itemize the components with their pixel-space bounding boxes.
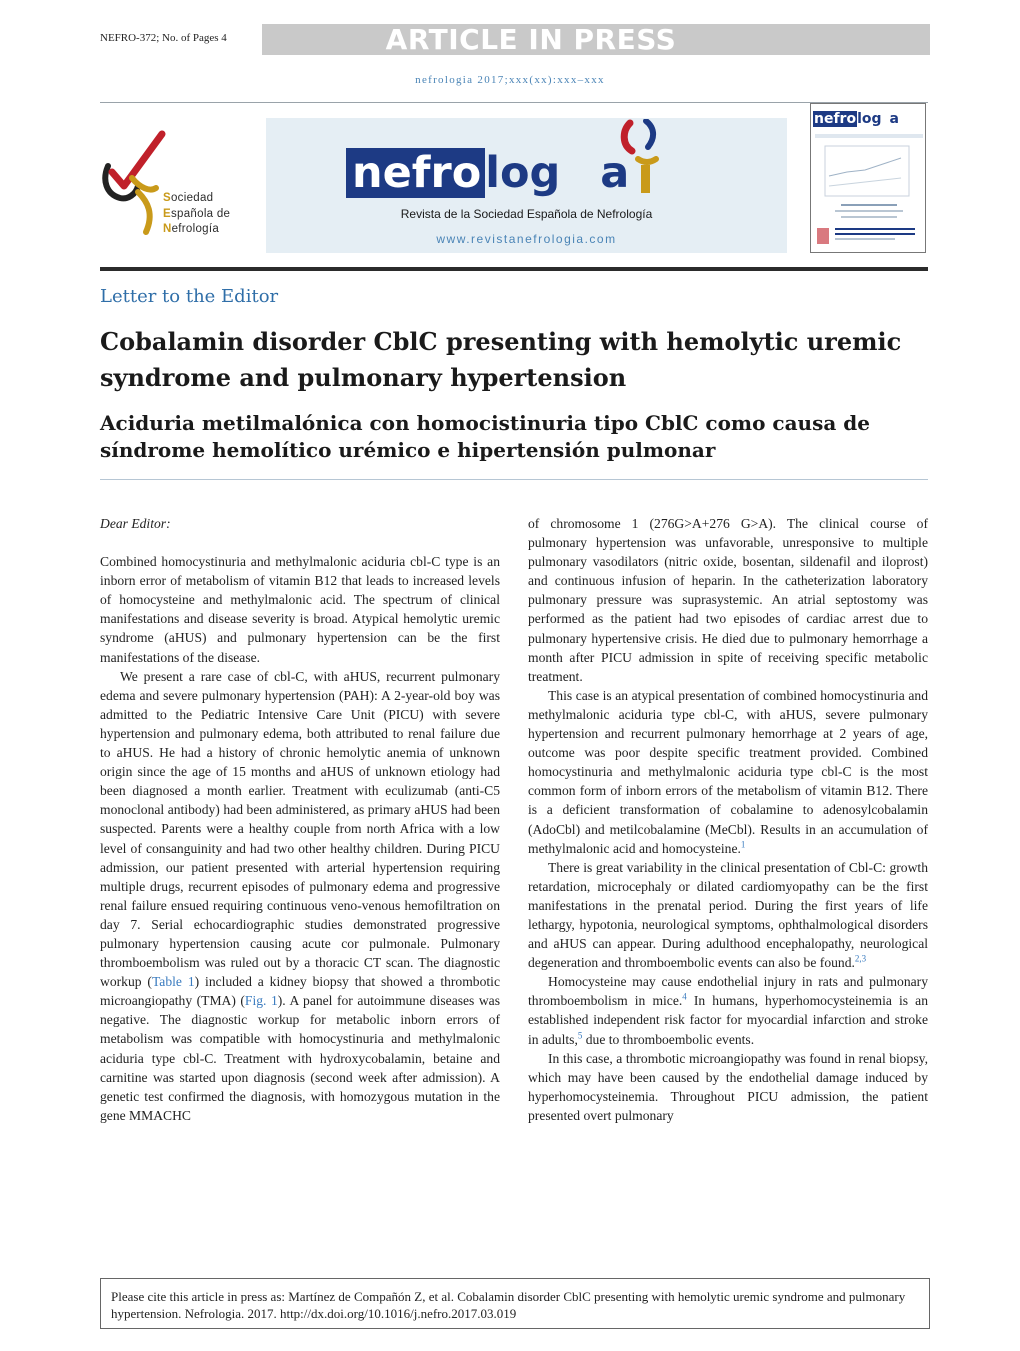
article-in-press-banner: [262, 24, 930, 55]
journal-logo-kidney-icon: [620, 119, 668, 195]
paragraph-3: [528, 686, 928, 858]
reference-5-link[interactable]: 5: [577, 1030, 583, 1040]
journal-cover-thumbnail: [810, 103, 926, 253]
paragraph-2-continued: of chromosome 1 (276G>A+276 G>A). The clinical course of pulmonary hypertension was unfavorable, unresponsive to multiple pulmonary vasodilators (nitric oxide, bosentan, sildenafil and iloprost) and continuous infusion of heparin. In the catheterization laboratory pulmonary pressure was suprasystemic. An atrial septostomy was performed as the patient had two episodes of cardiac arrest due to pulmonary hypertensive crisis. He died due to pulmonary hemorrhage a month after PICU admission in spite of receiving specific metabolic treatment.: [528, 516, 928, 684]
cover-figure-icon: [811, 132, 926, 252]
society-word-2: spañola de: [170, 207, 231, 220]
salutation: Dear Editor:: [100, 516, 171, 531]
society-word-3: efrología: [171, 223, 220, 235]
society-initial-n: N: [163, 223, 172, 235]
reference-1-link[interactable]: 1: [740, 839, 746, 850]
cover-logo-boxed: nefro: [814, 111, 857, 127]
paragraph-4: [528, 858, 928, 973]
article-section-label: Letter to the Editor: [100, 286, 279, 307]
society-name: [163, 191, 230, 238]
journal-citation-line: nefrologia 2017;xxx(xx):xxx–xxx: [415, 74, 605, 86]
table-1-link[interactable]: Table 1: [151, 974, 195, 990]
reference-4-link[interactable]: 4: [682, 991, 687, 1002]
paragraph-5-text-b: In humans, hyperhomocysteinemia is an established independent risk factor for myocardial infarction and stroke in adults,: [528, 993, 928, 1047]
journal-subtitle: Revista de la Sociedad Española de Nefrología: [400, 207, 653, 221]
citation-box: Please cite this article in press as: Martínez de Compañón Z, et al. Cobalamin disorder CblC presenting with hemolytic uremic syndrome and pulmonary hypertension. Nefrologia. 2017. http://dx.doi.org/10.1016/j.nefro.2017.03.019: [100, 1278, 930, 1329]
reference-2-3-link[interactable]: 2,3: [854, 953, 867, 964]
article-title-english: Cobalamin disorder CblC presenting with hemolytic uremic syndrome and pulmonary hypertension: [100, 327, 902, 392]
masthead-divider: [100, 267, 928, 271]
cover-logo-rest: log: [857, 111, 882, 127]
paragraph-5: [528, 972, 928, 1048]
journal-url-link[interactable]: www.revistanefrologia.com: [436, 232, 617, 246]
paragraph-1: Combined homocystinuria and methylmalonic aciduria cbl-C type is an inborn error of metabolism of vitamin B12 that leads to increased levels of homocysteine and methylmalonic acid. The spectrum of clinical manifestations and disease severity is broad. Atypical hemolytic uremic syndrome (aHUS) and pulmonary hypertension can be the first manifestations of the disease.: [100, 554, 500, 665]
society-initial-e: E: [163, 207, 171, 220]
journal-logo-end: a: [600, 148, 630, 198]
title-divider: [100, 479, 928, 480]
paragraph-2-text-b: ) included a kidney biopsy that showed a thrombotic microangiopathy (TMA) (: [100, 974, 500, 1009]
journal-logo: [346, 148, 629, 200]
journal-logo-rest: log: [485, 148, 561, 198]
journal-logo-boxed: nefro: [346, 148, 485, 198]
body-column-left: [100, 514, 500, 1125]
society-word-1: ociedad: [170, 192, 214, 204]
paragraph-6: In this case, a thrombotic microangiopathy was found in renal biopsy, which may have been caused by the endothelial damage induced by hyperhomocysteinemia. Throughout PICU admission, the patient presented overt pulmonary: [528, 1050, 928, 1123]
body-column-right: [528, 514, 928, 1125]
paragraph-2: [100, 667, 500, 1125]
paragraph-5-text-c: due to thromboembolic events.: [582, 1031, 755, 1047]
cover-logo-end: a: [889, 111, 899, 127]
society-initial-s: S: [163, 192, 171, 204]
paragraph-2-text-a: We present a rare case of cbl-C, with aHUS, recurrent pulmonary edema and severe pulmonary hypertension (PAH): A 2-year-old boy was admitted to the Pediatric Intensive Care Unit (PICU) with severe hypertension and pulmonary edema, both attributed to renal failure due to aHUS. He had a history of chronic hemolytic anemia of unknown origin since the age of 15 months and aHUS of unknown etiology had been diagnosed a month earlier. Treatment with eculizumab (anti-C5 monoclonal antibody) had been administered, as primary aHUS had been suspected. Parents were a healthy couple from north Africa with a low level of consanguinity and had two other healthy children. During PICU admission, our patient presented with arterial hypertension requiring multiple drugs, recurrent episodes of pulmonary edema and progressive renal failure ensued requiring continuous veno-venous hemofiltration on day 7. Serial echocardiographic studies demonstrated progressive pulmonary hypertension causing acute cor pulmonale. Pulmonary thromboembolism was ruled out by a thoracic CT scan. The diagnostic workup (: [100, 668, 500, 990]
header-divider: [100, 102, 928, 103]
cover-logo: [813, 112, 899, 126]
article-title-spanish: Aciduria metilmalónica con homocistinuria tipo CblC como causa de síndrome hemolítico urémico e hipertensión pulmonar: [100, 411, 870, 462]
figure-1-link[interactable]: Fig. 1: [244, 993, 278, 1009]
paragraph-2-text-c: ). A panel for autoimmune diseases was negative. The diagnostic workup for metabolic inborn errors of metabolism was compatible with homocystinuria and methylmalonic aciduria type cbl-C. Treatment with hydroxycobalamin, betaine and carnitine was started upon diagnosis (second week after admission). A genetic test confirmed the diagnosis, with homozygous mutation in the gene MMACHC: [100, 993, 500, 1123]
article-in-press-text: ARTICLE IN PRESS: [385, 23, 677, 56]
paragraph-5-text-a: Homocysteine may cause endothelial injury in rats and pulmonary thromboembolism in mice.: [528, 974, 928, 1009]
paragraph-3-text: This case is an atypical presentation of combined homocystinuria and methylmalonic aciduria type cbl-C, with aHUS, severe pulmonary hypertension and recurrent pulmonary hemorrhage at 2 years of age, outcome was poor despite specific treatment provided. Combined homocystinuria and methylmalonic aciduria type cbl-C is the most common form of inborn errors of the metabolism of vitamin B12. There is a deficient transformation of cobalamine to adenosylcobalamin (AdoCbl) and metilcobalamine (MeCbl). Results in an accumulation of methylmalonic acid and homocysteine.: [528, 687, 928, 856]
manuscript-info: NEFRO-372; No. of Pages 4: [100, 32, 227, 44]
paragraph-4-text: There is great variability in the clinical presentation of Cbl-C: growth retardation, microcephaly or dilated cardiomyopathy can be the first manifestations in the prenatal period. During the first years of life lethargy, hypotonia, neurological symptoms, ophthalmological disorders and aHUS can appear. During adulthood encephalopathy, neurological degeneration and thromboembolic events can also be found.: [528, 859, 928, 971]
